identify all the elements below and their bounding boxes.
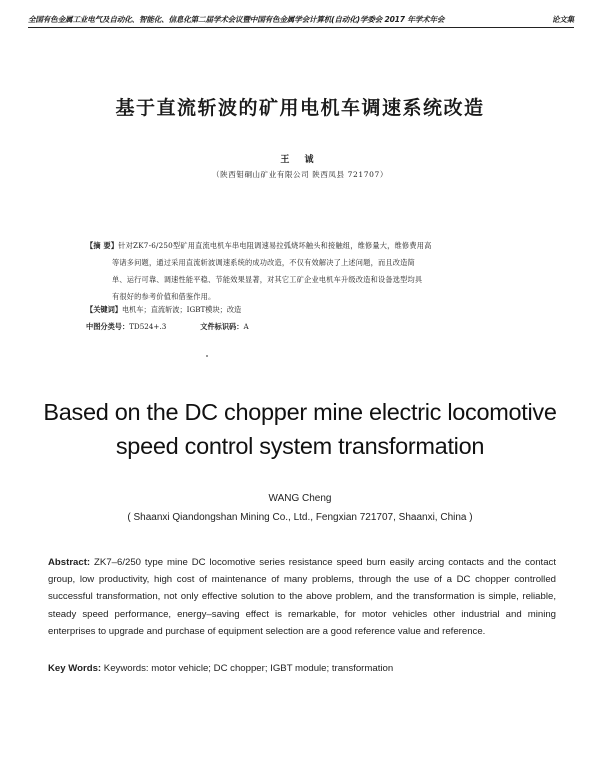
english-keywords [48, 663, 393, 674]
english-author: WANG Cheng [268, 493, 332, 504]
chinese-title: 基于直流斩波的矿用电机车调速系统改造 [115, 97, 485, 119]
english-title-line-2: speed control system transformation [115, 433, 485, 459]
chinese-affiliation: （陕西钼硐山矿业有限公司 陕西凤县 721707） [212, 170, 388, 179]
chinese-abstract-line-4: 有很好的参考价值和借鉴作用。 [112, 292, 216, 301]
header-rule [28, 27, 574, 28]
scan-speck [206, 355, 208, 357]
english-title [20, 395, 580, 463]
classification-value: TD524+.3 [129, 322, 167, 331]
chinese-abstract-line-2: 等诸多问题，通过采用直流斩波调速系统的成功改造，不仅有效解决了上述问题，而且改造简 [112, 258, 415, 267]
document-code-label: 文件标识码： [200, 322, 244, 331]
english-keywords-value: Keywords: motor vehicle; DC chopper; IGBT module; transformation [101, 663, 394, 674]
chinese-abstract [86, 237, 516, 305]
chinese-abstract-line-1: 【摘 要】针对ZK7-6/250型矿用直流电机车串电阻调速易拉弧烧坏触头和接触组，维修量大，维修费用高 [86, 241, 432, 250]
chinese-abstract-label: 【摘 要】 [86, 241, 119, 250]
classification-label: 中图分类号： [86, 322, 130, 331]
conference-name: 全国有色金属工业电气及自动化、智能化、信息化第二届学术会议暨中国有色金属学会计算机(自动化)学委会 2017 年学术年会 [28, 15, 445, 24]
english-abstract [48, 554, 556, 640]
english-abstract-label: Abstract: [48, 557, 91, 568]
chinese-abstract-line-3: 单、运行可靠、调速性能平稳、节能效果显著，对其它工矿企业电机车升级改造和设备选型均具 [112, 275, 423, 284]
english-abstract-text: ZK7–6/250 type mine DC locomotive series resistance speed burn easily arcing contacts and the contact group, low productivity, high cost of maintenance of many problems, through the use of a DC chopper controlled successful transformation, not only effective solution to the above problem, and the transformation is simple, reliable, steady speed performance, energy–saving effect is remarkable, for motor vehicles other industrial and mining enterprises to upgrade and purchase of equipment selection are a good reference value and reference. [48, 557, 556, 637]
english-title-line-1: Based on the DC chopper mine electric locomotive [43, 399, 557, 425]
chinese-keywords-value: 电机车；直流斩波；IGBT模块；改造 [121, 305, 242, 314]
chinese-keywords [86, 305, 241, 315]
running-header [28, 14, 574, 25]
english-affiliation: ( Shaanxi Qiandongshan Mining Co., Ltd., Fengxian 721707, Shaanxi, China ) [127, 512, 473, 523]
chinese-keywords-label: 【关键词】 [86, 305, 122, 314]
section-name: 论文集 [551, 15, 574, 24]
document-code-value: A [243, 322, 249, 331]
classification-line [86, 322, 249, 332]
english-keywords-label: Key Words: [48, 663, 102, 674]
chinese-author: 王 诚 [280, 155, 320, 165]
